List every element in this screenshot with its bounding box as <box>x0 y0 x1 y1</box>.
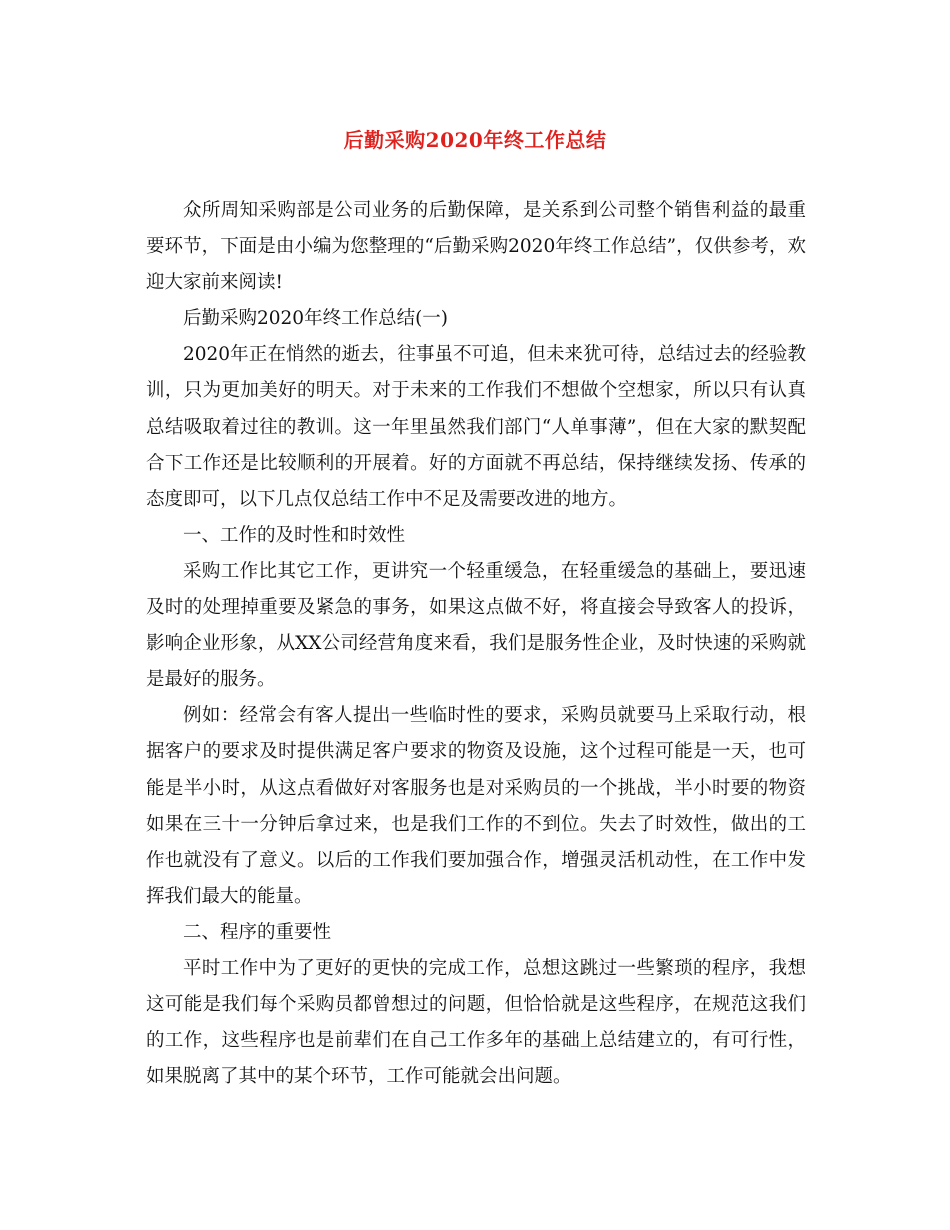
body-paragraph: 采购工作比其它工作，更讲究一个轻重缓急，在轻重缓急的基础上，要迅速及时的处理掉重要及紧急的事务，如果这点做不好，将直接会导致客人的投诉，影响企业形象，从XX公司经营角度来看，我们是服务性企业，及时快速的采购就是最好的服务。 <box>146 560 806 691</box>
section-heading-part-one: 后勤采购2020年终工作总结(一) <box>183 308 449 330</box>
section-heading-procedure: 二、程序的重要性 <box>183 921 332 943</box>
document-body <box>146 193 806 1095</box>
body-paragraph: 例如：经常会有客人提出一些临时性的要求，采购员就要马上采取行动，根据客户的要求及时提供满足客户要求的物资及设施，这个过程可能是一天，也可能是半小时，从这点看做好对客服务也是对采购员的一个挑战，半小时要的物资如果在三十一分钟后拿过来，也是我们工作的不到位。失去了时效性，做出的工作也就没有了意义。以后的工作我们要加强合作，增强灵活机动性，在工作中发挥我们最大的能量。 <box>146 705 806 907</box>
page-title: 后勤采购2020年终工作总结 <box>343 128 607 152</box>
body-paragraph: 2020年正在悄然的逝去，往事虽不可追，但未来犹可待，总结过去的经验教训，只为更加美好的明天。对于未来的工作我们不想做个空想家，所以只有认真总结吸取着过往的教训。这一年里虽然我们部门“人单事薄”，但在大家的默契配合下工作还是比较顺利的开展着。好的方面就不再总结，保持继续发扬、传承的态度即可，以下几点仅总结工作中不足及需要改进的地方。 <box>146 344 806 510</box>
body-paragraph: 平时工作中为了更好的更快的完成工作，总想这跳过一些繁琐的程序，我想这可能是我们每个采购员都曾想过的问题，但恰恰就是这些程序，在规范这我们的工作，这些程序也是前辈们在自己工作多年的基础上总结建立的，有可行性，如果脱离了其中的某个环节，工作可能就会出问题。 <box>146 957 806 1088</box>
intro-paragraph: 众所周知采购部是公司业务的后勤保障，是关系到公司整个销售利益的最重要环节，下面是由小编为您整理的“后勤采购2020年终工作总结”，仅供参考，欢迎大家前来阅读! <box>146 200 806 294</box>
section-heading-timeliness: 一、工作的及时性和时效性 <box>183 524 406 546</box>
